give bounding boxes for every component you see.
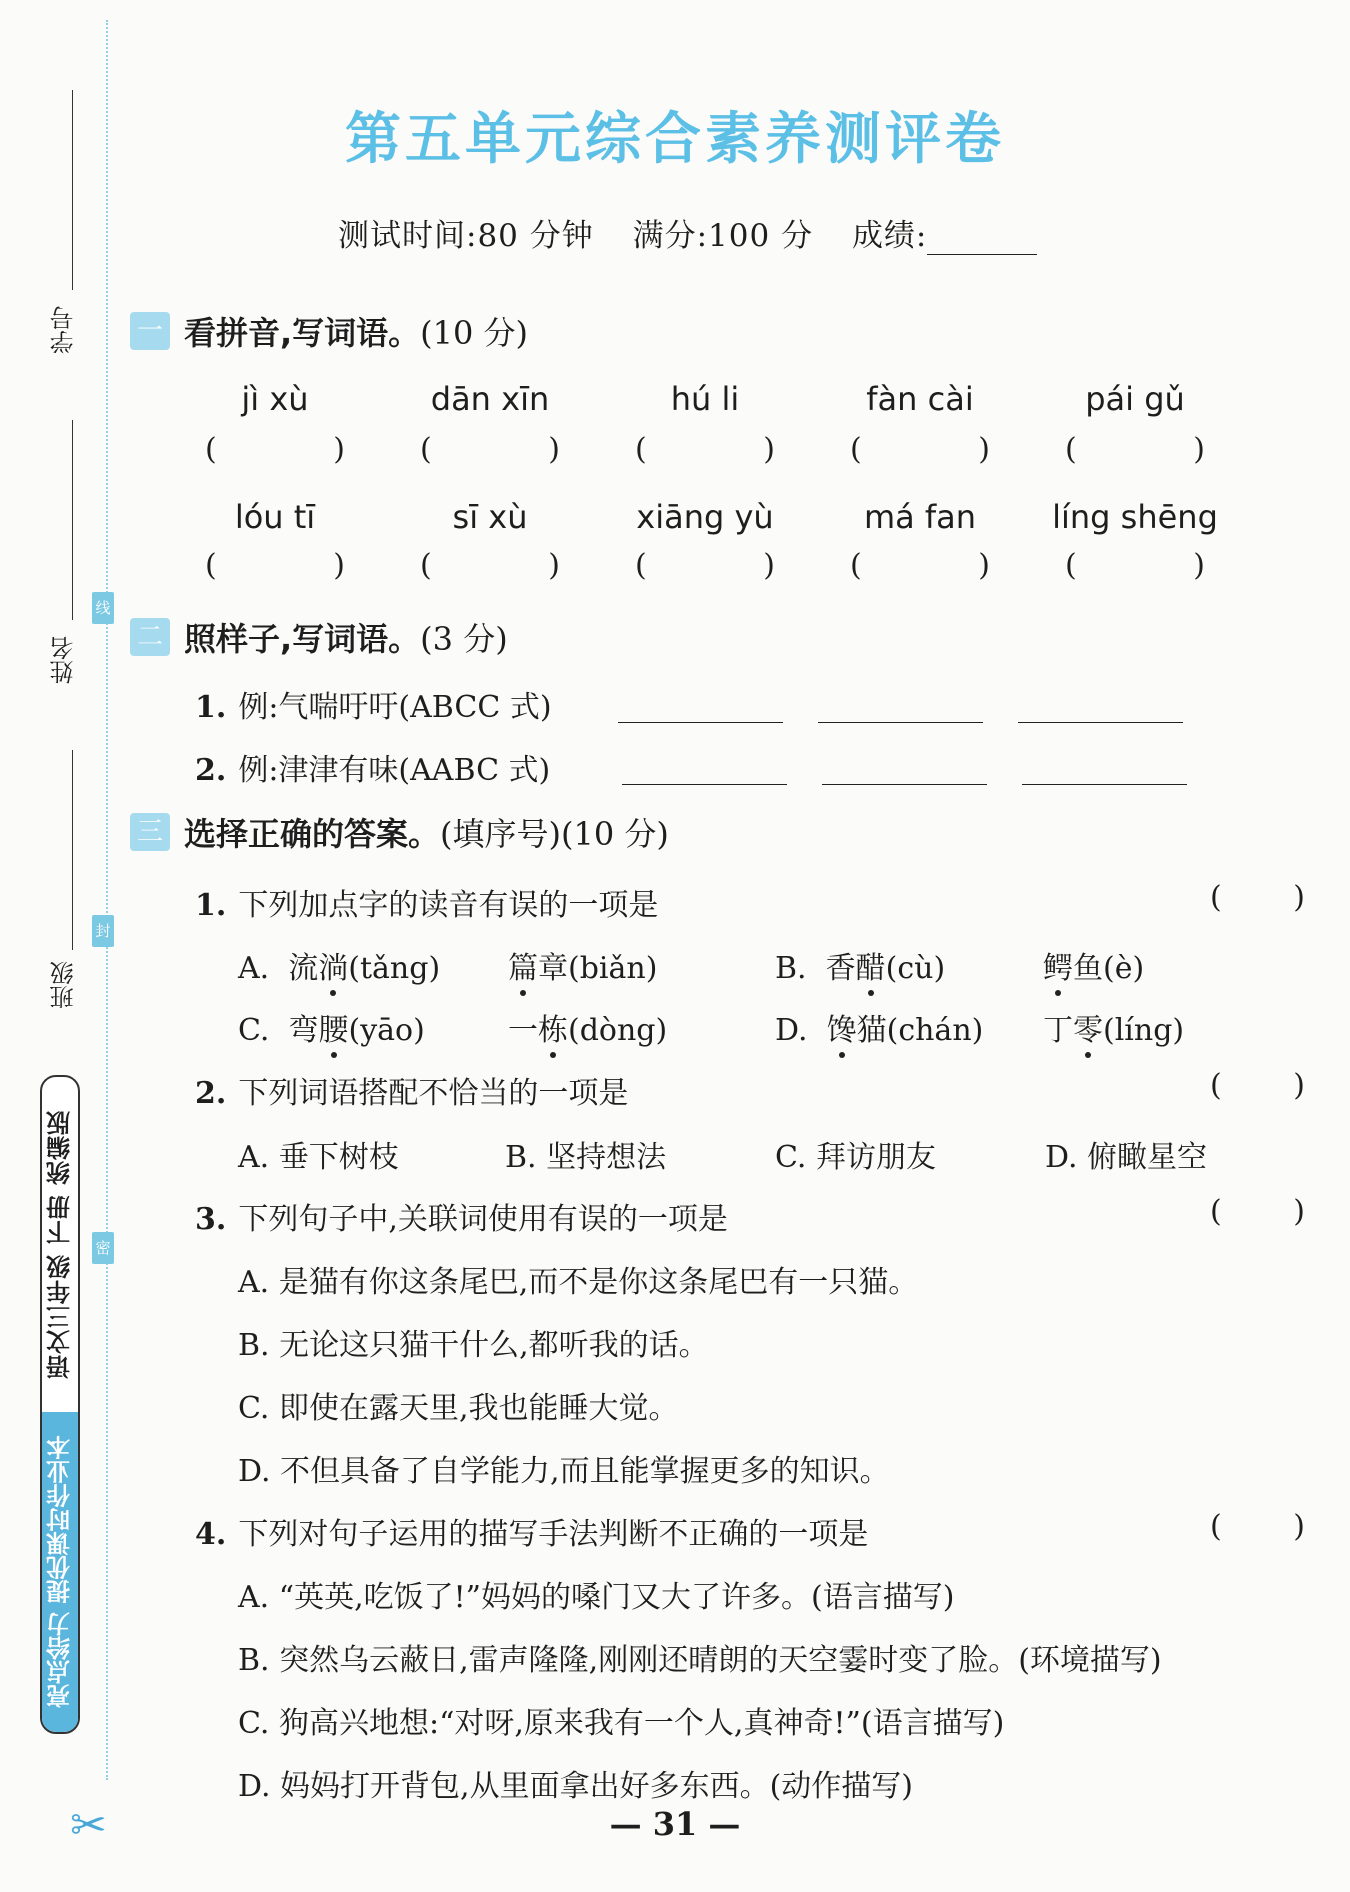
- q4-answer-paren[interactable]: ( ): [1210, 1509, 1305, 1544]
- s2-item-2: [195, 745, 550, 789]
- pinyin-4: fàn cài: [866, 380, 974, 418]
- section-title: 看拼音,写词语。: [184, 314, 421, 352]
- cut-mark-mi: 密: [92, 1232, 114, 1264]
- answer-blank-10[interactable]: ( ): [1065, 548, 1205, 583]
- page-title: 第五单元综合素养测评卷: [345, 106, 1005, 172]
- q2-option-d: D. 俯瞰星空: [1045, 1140, 1208, 1175]
- q4-option-b: B. 突然乌云蔽日,雷声隆隆,刚刚还晴朗的天空霎时变了脸。(环境描写): [238, 1643, 1162, 1678]
- q3-stem: 3. 下列句子中,关联词使用有误的一项是: [195, 1202, 728, 1237]
- q4-option-d: D. 妈妈打开背包,从里面拿出好多东西。(动作描写): [238, 1769, 913, 1804]
- name-line: [72, 420, 73, 620]
- q3-answer-paren[interactable]: ( ): [1210, 1194, 1305, 1229]
- student-id-label: 学号: [50, 306, 78, 354]
- q1-stem: 1. 下列加点字的读音有误的一项是: [195, 888, 659, 923]
- q3-option-d: D. 不但具备了自学能力,而且能掌握更多的知识。: [238, 1454, 890, 1489]
- series-label: [40, 1075, 80, 1734]
- q1-option-a2: 篇章(biǎn): [508, 951, 658, 986]
- answer-blank-7[interactable]: ( ): [420, 548, 560, 583]
- item-text: 例:气喘吁吁(ABCC 式): [238, 690, 552, 725]
- q1-option-d2: 丁零(líng): [1043, 1013, 1185, 1048]
- class-label: 班级: [50, 961, 78, 1009]
- pinyin-9: má fan: [863, 498, 977, 536]
- section-score: (填序号)(10 分): [440, 815, 669, 853]
- series-book: 语文三年级 下册 统编版: [46, 1110, 75, 1379]
- q3-option-c: C. 即使在露天里,我也能睡大觉。: [238, 1391, 679, 1426]
- item-number: 1.: [195, 690, 227, 725]
- q1-option-d1: D. 馋猫(chán): [775, 1013, 984, 1048]
- grade-blank[interactable]: [927, 224, 1037, 255]
- q4-option-a: A. “英英,吃饭了!”妈妈的嗓门又大了许多。(语言描写): [238, 1580, 955, 1615]
- item-number: 2.: [195, 753, 227, 788]
- section-badge: 一: [130, 312, 170, 350]
- answer-blank-3[interactable]: ( ): [635, 432, 775, 467]
- q1-option-a1: A. 流淌(tǎng): [238, 951, 441, 986]
- answer-blank-8[interactable]: ( ): [635, 548, 775, 583]
- q2-stem: 2. 下列词语搭配不恰当的一项是: [195, 1076, 629, 1111]
- answer-blank-1[interactable]: ( ): [205, 432, 345, 467]
- section-badge: 三: [130, 813, 170, 851]
- section-title: 照样子,写词语。: [184, 620, 421, 658]
- answer-blank-2[interactable]: ( ): [420, 432, 560, 467]
- name-label: 姓名: [50, 636, 78, 684]
- s2-item-1: [195, 682, 552, 726]
- s2-1-blank-3[interactable]: [1018, 722, 1183, 723]
- scissors-icon: ✂: [70, 1800, 107, 1851]
- q4-stem: 4. 下列对句子运用的描写手法判断不正确的一项是: [195, 1517, 869, 1552]
- pinyin-8: xiāng yù: [636, 498, 774, 536]
- grade-label: 成绩:: [851, 218, 928, 254]
- binding-dotted-line: [106, 20, 108, 1780]
- class-line: [72, 750, 73, 950]
- pinyin-5: pái gǔ: [1085, 380, 1185, 418]
- pinyin-1: jì xù: [241, 380, 309, 418]
- pinyin-7: sī xù: [452, 498, 528, 536]
- q1-option-b1: B. 香醋(cù): [775, 951, 946, 986]
- q1-option-c2: 一栋(dòng): [508, 1013, 668, 1048]
- s2-1-blank-2[interactable]: [818, 722, 983, 723]
- q2-option-c: C. 拜访朋友: [775, 1140, 936, 1175]
- q2-answer-paren[interactable]: ( ): [1210, 1068, 1305, 1103]
- answer-blank-5[interactable]: ( ): [1065, 432, 1205, 467]
- series-brand: 亮点给力 提优课时作业本: [42, 1412, 78, 1732]
- q1-option-b2: 鳄鱼(è): [1043, 951, 1145, 986]
- section-3-header: [130, 811, 669, 853]
- s2-2-blank-1[interactable]: [622, 784, 787, 785]
- time-label: 测试时间:80 分钟: [338, 218, 594, 254]
- pinyin-2: dān xīn: [430, 380, 550, 418]
- section-score: (10 分): [420, 314, 529, 352]
- q3-option-a: A. 是猫有你这条尾巴,而不是你这条尾巴有一只猫。: [238, 1265, 919, 1300]
- s2-1-blank-1[interactable]: [618, 722, 783, 723]
- section-1-header: [130, 310, 528, 352]
- full-score-label: 满分:100 分: [632, 218, 814, 254]
- section-2-header: [130, 616, 508, 658]
- s2-2-blank-3[interactable]: [1022, 784, 1187, 785]
- pinyin-6: lóu tī: [234, 498, 316, 536]
- s2-2-blank-2[interactable]: [822, 784, 987, 785]
- section-badge: 二: [130, 618, 170, 656]
- page-number: — 31 —: [609, 1805, 741, 1843]
- q2-option-b: B. 坚持想法: [505, 1140, 667, 1175]
- q4-option-c: C. 狗高兴地想:“对呀,原来我有一个人,真神奇!”(语言描写): [238, 1706, 1005, 1741]
- pinyin-3: hú li: [670, 380, 740, 418]
- section-score: (3 分): [420, 620, 508, 658]
- q3-option-b: B. 无论这只猫干什么,都听我的话。: [238, 1328, 709, 1363]
- cut-mark-xian: 线: [92, 592, 114, 624]
- answer-blank-4[interactable]: ( ): [850, 432, 990, 467]
- answer-blank-6[interactable]: ( ): [205, 548, 345, 583]
- cut-mark-feng: 封: [92, 915, 114, 947]
- pinyin-10: líng shēng: [1052, 498, 1218, 536]
- exam-meta: [338, 210, 1065, 255]
- item-text: 例:津津有味(AABC 式): [238, 753, 551, 788]
- section-title: 选择正确的答案。: [184, 815, 441, 853]
- q1-answer-paren[interactable]: ( ): [1210, 880, 1305, 915]
- q1-option-c1: C. 弯腰(yāo): [238, 1013, 425, 1048]
- answer-blank-9[interactable]: ( ): [850, 548, 990, 583]
- q2-option-a: A. 垂下树枝: [238, 1140, 399, 1175]
